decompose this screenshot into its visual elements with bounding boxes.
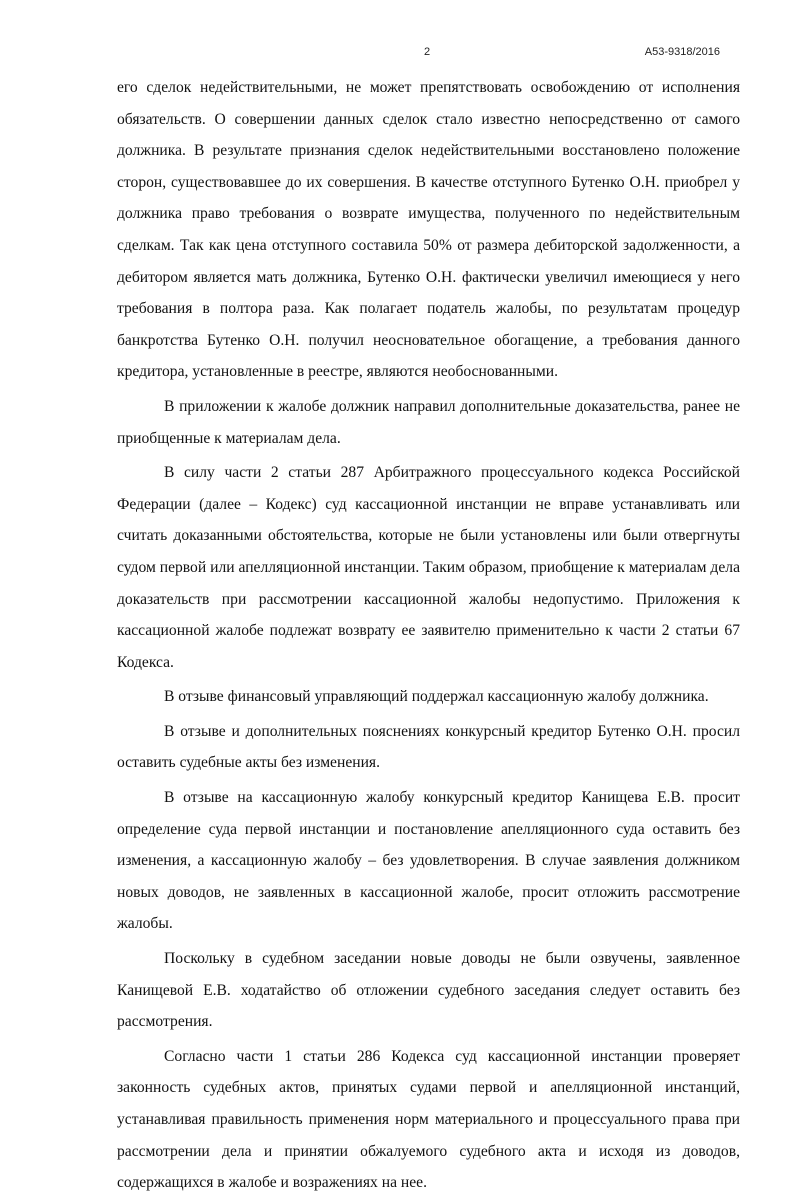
paragraph-article-286: Согласно части 1 статьи 286 Кодекса суд кассационной инстанции проверяет законность судебных актов, принятых судами первой и апелляционной инстанций, устанавливая правильность применения норм материального и процессуального права при рассмотрении дела и принятии обжалуемого судебного акта и исходя из доводов, содержащихся в жалобе и возражениях на нее.	[117, 1047, 740, 1192]
paragraph-financial-manager-response: В отзыве финансовый управляющий поддержал кассационную жалобу должника.	[164, 688, 709, 706]
page-number: 2	[424, 46, 431, 58]
page-header	[0, 46, 800, 64]
paragraph-additional-evidence: В приложении к жалобе должник направил дополнительные доказательства, ранее не приобщенные к материалам дела.	[117, 397, 740, 447]
paragraph-article-287: В силу части 2 статьи 287 Арбитражного процессуального кодекса Российской Федерации (далее – Кодекс) суд кассационной инстанции не вправе устанавливать или считать доказанными обстоятельства, которые не были установлены или были отвергнуты судом первой или апелляционной инстанции. Таким образом, приобщение к материалам дела доказательств при рассмотрении кассационной жалобы недопустимо. Приложения к кассационной жалобе подлежат возврату ее заявителю применительно к части 2 статьи 67 Кодекса.	[117, 464, 740, 671]
paragraph-creditor-butenko-response: В отзыве и дополнительных пояснениях конкурсный кредитор Бутенко О.Н. просил оставить судебные акты без изменения.	[117, 722, 740, 772]
case-number: А53-9318/2016	[644, 46, 720, 58]
document-body	[117, 72, 740, 1199]
paragraph-continuation: его сделок недействительными, не может препятствовать освобождению от исполнения обязательств. О совершении данных сделок стало известно непосредственно от самого должника. В результате признания сделок недействительными восстановлено положение сторон, существовавшее до их совершения. В качестве отступного Бутенко О.Н. приобрел у должника право требования о возврате имущества, полученного по недействительным сделкам. Так как цена отступного составила 50% от размера дебиторской задолженности, а дебитором является мать должника, Бутенко О.Н. фактически увеличил имеющиеся у него требования в полтора раза. Как полагает податель жалобы, по результатам процедур банкротства Бутенко О.Н. получил неосновательное обогащение, а требования данного кредитора, установленные в реестре, являются необоснованными.	[117, 79, 740, 381]
paragraph-creditor-kanishcheva-response: В отзыве на кассационную жалобу конкурсный кредитор Канищева Е.В. просит определение суда первой инстанции и постановление апелляционного суда оставить без изменения, а кассационную жалобу – без удовлетворения. В случае заявления должником новых доводов, не заявленных в кассационной жалобе, просит отложить рассмотрение жалобы.	[117, 789, 740, 933]
paragraph-motion-postponement: Поскольку в судебном заседании новые доводы не были озвучены, заявленное Канищевой Е.В. ходатайство об отложении судебного заседания следует оставить без рассмотрения.	[117, 950, 740, 1031]
